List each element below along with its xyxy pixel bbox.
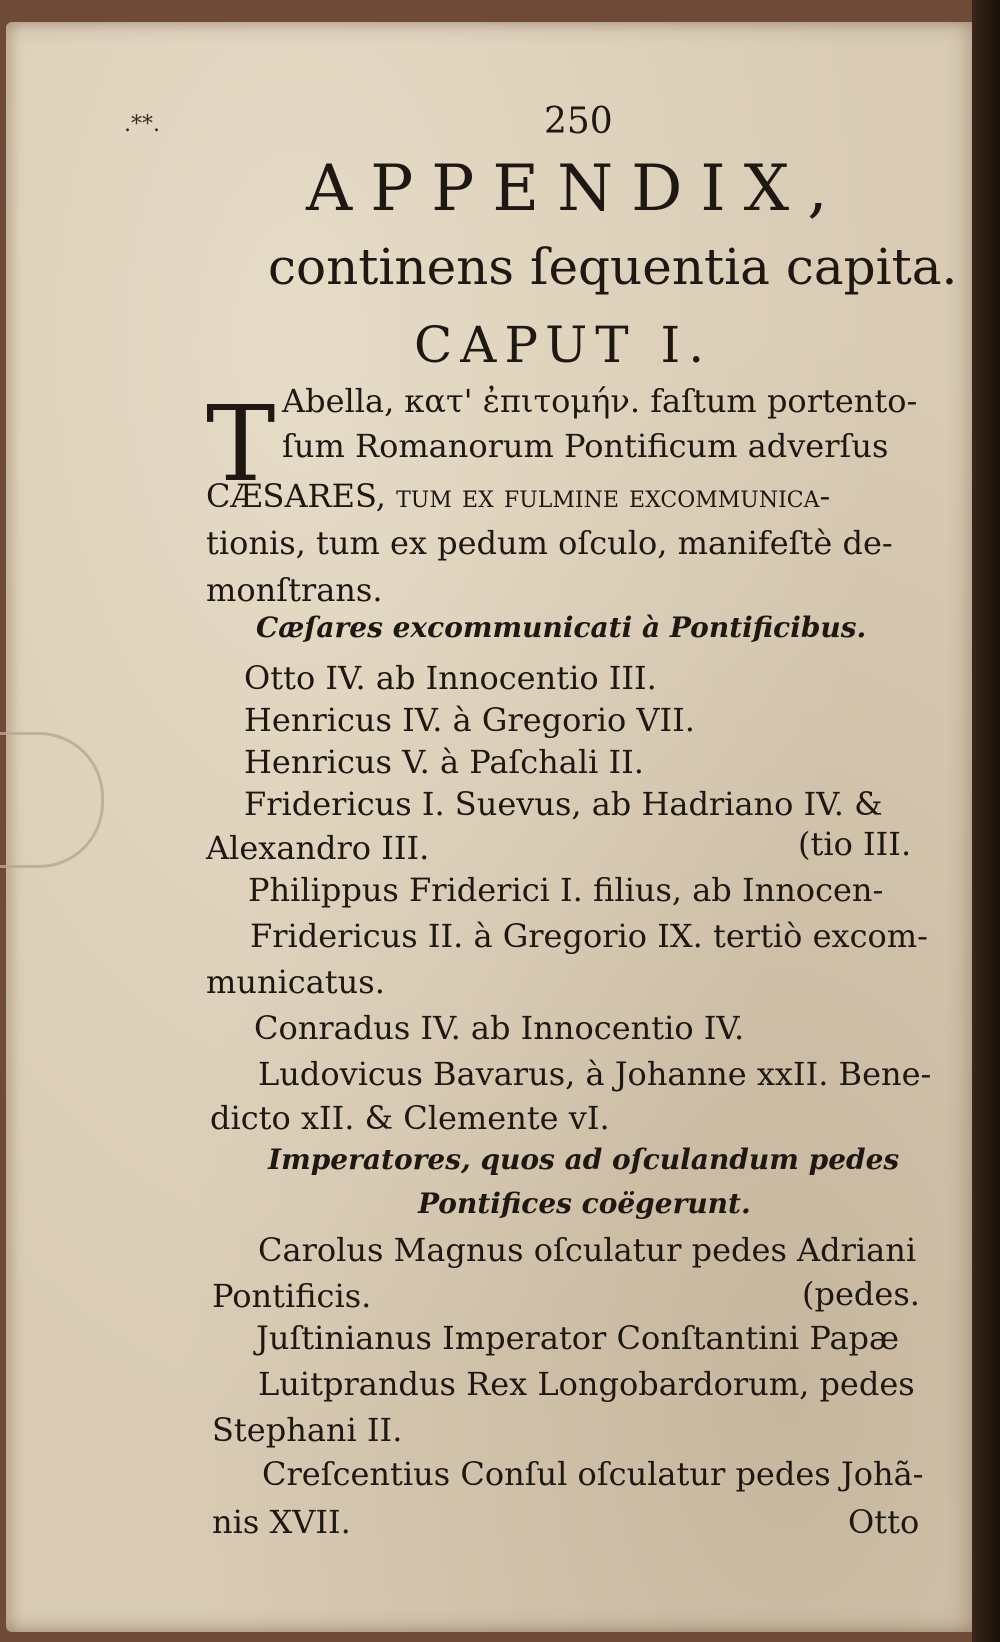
list-item: Luitprandus Rex Longobardorum, pedes [258, 1365, 915, 1403]
intro-line: CÆSARES, tum ex fulmine excommunica- [206, 477, 831, 515]
section-heading: Pontifices coëgerunt. [418, 1187, 751, 1220]
page-subtitle: continens ſequentia capita. [268, 238, 958, 296]
intro-line: ſum Romanorum Pontificum adverſus [282, 427, 889, 465]
list-item: Fridericus I. Suevus, ab Hadriano IV. & [244, 785, 883, 823]
chapter-heading: CAPUT I. [414, 316, 713, 374]
book-edge-shadow [972, 0, 1000, 1642]
list-item: (pedes. [802, 1275, 920, 1313]
list-item: Alexandro III. [206, 829, 430, 867]
corner-marks: .**. [124, 112, 160, 137]
list-item: Ludovicus Bavarus, à Johanne xxII. Bene- [258, 1055, 932, 1093]
intro-line: Abella, κατ' ἐπιτομήν. faſtum portento- [282, 382, 918, 420]
list-item: (tio III. [798, 825, 912, 863]
list-item: nis XVII. [212, 1503, 351, 1541]
list-item: Conradus IV. ab Innocentio IV. [254, 1009, 745, 1047]
list-item: municatus. [206, 963, 385, 1001]
page-tab-decoration [0, 732, 104, 868]
book-page [6, 22, 984, 1632]
intro-line: monſtrans. [206, 571, 383, 609]
section-heading: Cæſares excommunicati à Pontificibus. [256, 611, 867, 644]
intro-line: tionis, tum ex pedum oſculo, manifeſtè de- [206, 524, 893, 562]
list-item: dicto xII. & Clemente vI. [210, 1099, 610, 1137]
list-item: Pontificis. [212, 1277, 372, 1315]
list-item: Juſtinianus Imperator Conſtantini Papæ [256, 1319, 900, 1357]
list-item: Creſcentius Conſul oſculatur pedes Johã- [262, 1455, 924, 1493]
list-item: Stephani II. [212, 1411, 403, 1449]
list-item: Otto IV. ab Innocentio III. [244, 659, 657, 697]
section-heading: Imperatores, quos ad oſculandum pedes [268, 1143, 900, 1176]
list-item: Carolus Magnus oſculatur pedes Adriani [258, 1231, 917, 1269]
list-item: Fridericus II. à Gregorio IX. tertiò excom- [250, 917, 928, 955]
drop-cap: T [206, 383, 276, 505]
page-title: APPENDIX, [306, 152, 846, 226]
list-item: Philippus Friderici I. filius, ab Innocen- [248, 871, 884, 909]
catchword: Otto [848, 1503, 920, 1541]
page-number: 250 [544, 101, 613, 142]
list-item: Henricus IV. à Gregorio VII. [244, 701, 695, 739]
list-item: Henricus V. à Paſchali II. [244, 743, 644, 781]
